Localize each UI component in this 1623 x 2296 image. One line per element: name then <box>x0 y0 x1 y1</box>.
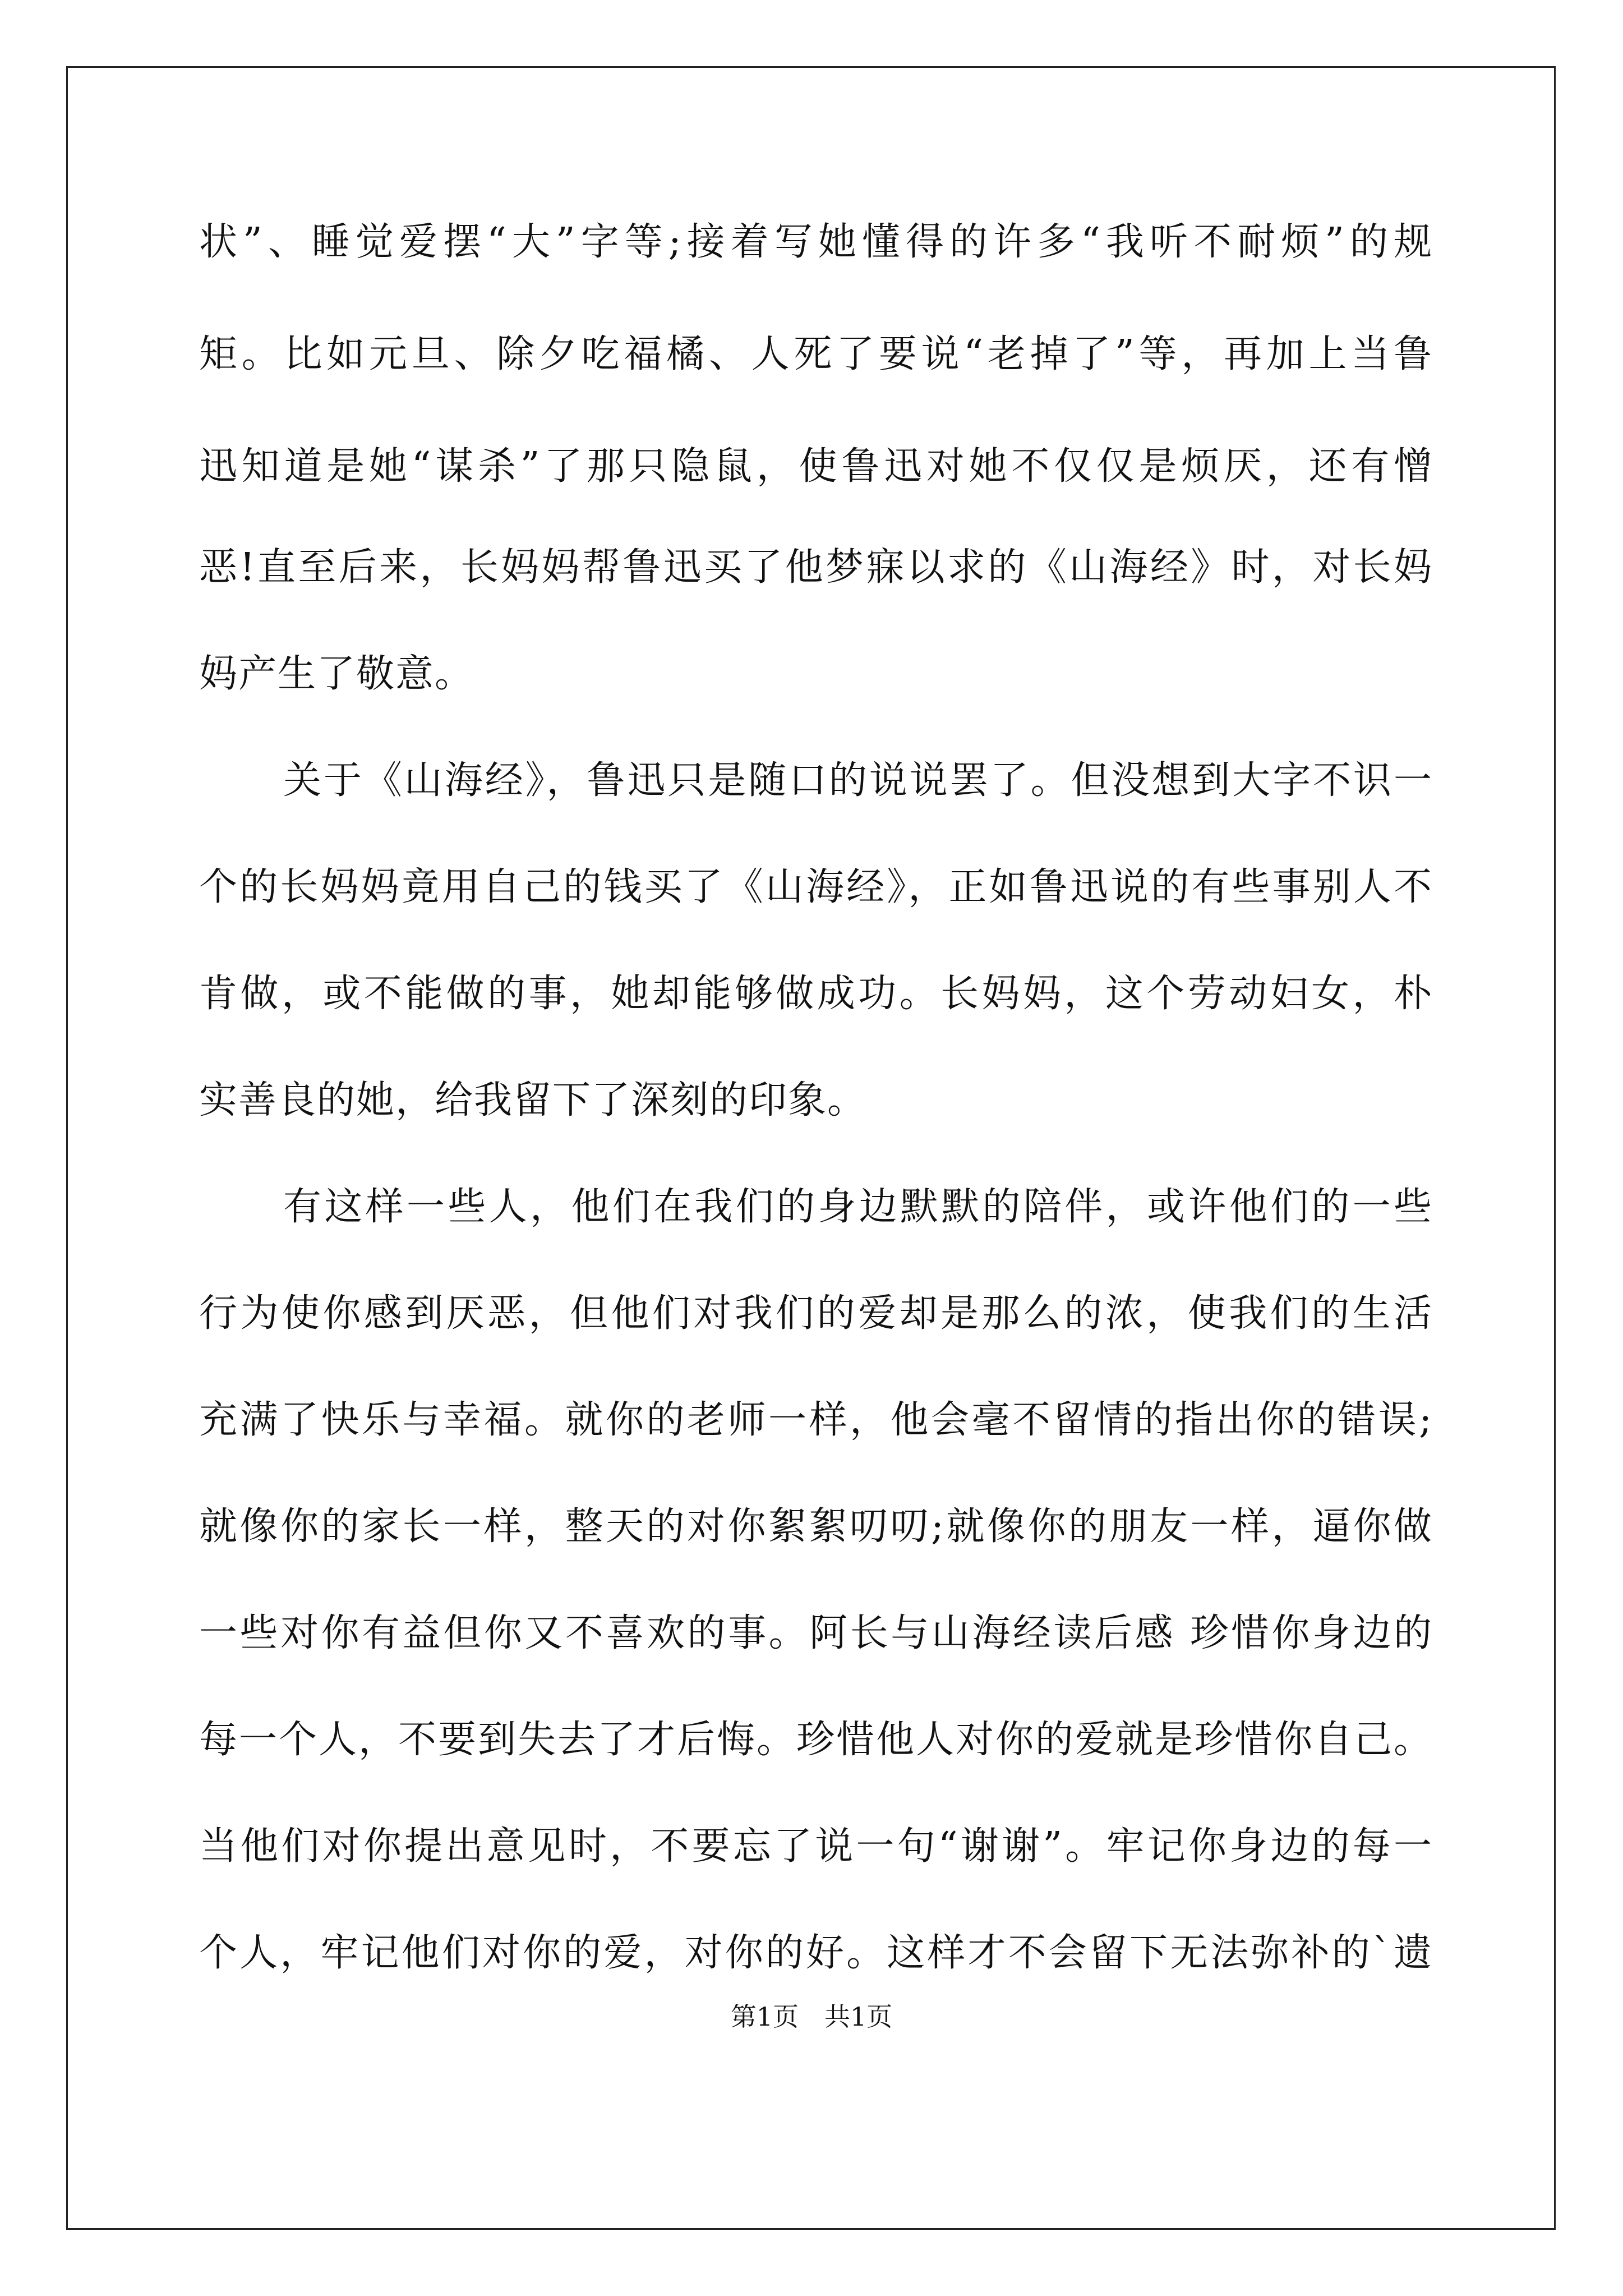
paragraph-1-line-1: 状”、睡觉爱摆“大”字等;接着写她懂得的许多“我听不耐烦”的规 <box>199 220 1433 264</box>
paragraph-3-line-5: 一些对你有益但你又不喜欢的事。阿长与山海经读后感 珍惜你身边的 <box>199 1611 1433 1655</box>
paragraph-3-line-7: 当他们对你提出意见时，不要忘了说一句“谢谢”。牢记你身边的每一 <box>199 1824 1433 1869</box>
paragraph-3-line-3: 充满了快乐与幸福。就你的老师一样，他会毫不留情的指出你的错误; <box>199 1398 1433 1442</box>
paragraph-2-line-1: 关于《山海经》，鲁迅只是随口的说说罢了。但没想到大字不识一 <box>283 758 1433 803</box>
paragraph-1-line-2: 矩。比如元旦、除夕吃福橘、人死了要说“老掉了”等，再加上当鲁 <box>199 332 1433 376</box>
paragraph-1-line-3: 迅知道是她“谋杀”了那只隐鼠，使鲁迅对她不仅仅是烦厌，还有憎 <box>199 444 1433 489</box>
paragraph-3-line-1: 有这样一些人，他们在我们的身边默默的陪伴，或许他们的一些 <box>283 1185 1433 1229</box>
paragraph-3-line-2: 行为使你感到厌恶，但他们对我们的爱却是那么的浓，使我们的生活 <box>199 1291 1433 1336</box>
paragraph-1-line-5: 妈产生了敬意。 <box>199 652 474 696</box>
paragraph-2-line-4: 实善良的她，给我留下了深刻的印象。 <box>199 1078 867 1122</box>
paragraph-3-line-4: 就像你的家长一样，整天的对你絮絮叨叨;就像你的朋友一样，逼你做 <box>199 1504 1433 1549</box>
paragraph-3-line-6: 每一个人，不要到失去了才后悔。珍惜他人对你的爱就是珍惜你自己。 <box>199 1718 1433 1762</box>
paragraph-2-line-2: 个的长妈妈竟用自己的钱买了《山海经》，正如鲁迅说的有些事别人不 <box>199 865 1433 909</box>
paragraph-3-line-8: 个人，牢记他们对你的爱，对你的好。这样才不会留下无法弥补的`遗 <box>199 1931 1433 1975</box>
page-number-footer: 第1页 共1页 <box>730 2001 893 2032</box>
paragraph-1-line-4: 恶!直至后来，长妈妈帮鲁迅买了他梦寐以求的《山海经》时，对长妈 <box>199 545 1433 590</box>
paragraph-2-line-3: 肯做，或不能做的事，她却能够做成功。长妈妈，这个劳动妇女，朴 <box>199 972 1433 1016</box>
